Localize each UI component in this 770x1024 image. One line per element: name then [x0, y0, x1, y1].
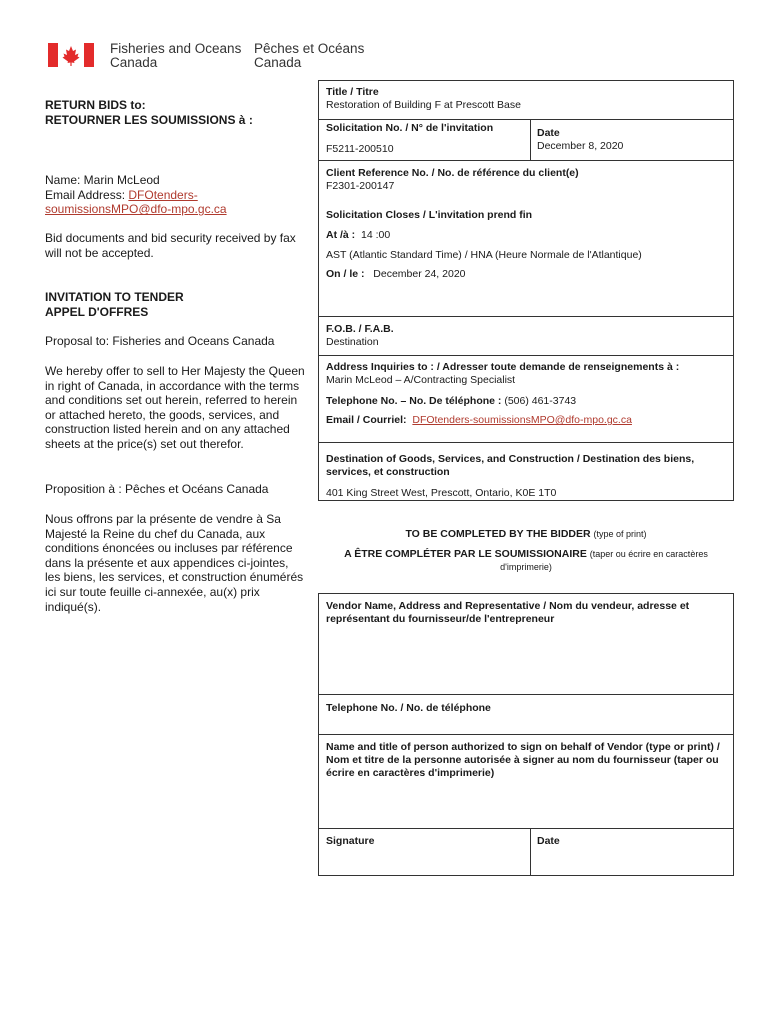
vendor-name-field[interactable]: Vendor Name, Address and Representative / Nom du vendeur, adresse et représentant du fournisseur/de l'entrepreneur: [326, 600, 690, 625]
closing-timezone: AST (Atlantic Standard Time) / HNA (Heure Normale de l'Atlantique): [326, 249, 642, 261]
email-link-continued[interactable]: soumissionsMPO@dfo-mpo.gc.ca: [45, 202, 227, 217]
destination-address: 401 King Street West, Prescott, Ontario, K0E 1T0: [326, 487, 557, 499]
contact-block: [45, 173, 307, 217]
inquiries-email-link[interactable]: DFOtenders-soumissionsMPO@dfo-mpo.gc.ca: [412, 414, 632, 426]
solicitation-label: Solicitation No. / N° de l'invitation: [326, 122, 494, 134]
signature-field[interactable]: Signature: [326, 835, 375, 847]
client-reference-field: Client Reference No. / No. de référence du client(e) F2301-200147: [326, 167, 579, 192]
department-name-en: Fisheries and Oceans Canada: [110, 41, 242, 70]
bidder-instructions-en: TO BE COMPLETED BY THE BIDDER (type of print): [405, 528, 647, 540]
department-name-fr: Pêches et Océans Canada: [254, 41, 365, 70]
email-field: Email / Courriel: DFOtenders-soumissionsMPO@dfo-mpo.gc.ca: [326, 414, 632, 426]
destination-label: Destination of Goods, Services, and Construction / Destination des biens, services, et construction: [326, 453, 695, 478]
canada-flag-icon: [48, 43, 94, 67]
signature-date-field[interactable]: Date: [537, 835, 560, 847]
solicitation-closes-label: Solicitation Closes / L'invitation prend fin: [326, 209, 533, 221]
fob-field: F.O.B. / F.A.B. Destination: [326, 323, 394, 348]
authorized-person-field[interactable]: Name and title of person authorized to sign on behalf of Vendor (type or print) / Nom et titre de la personne autorisée à signer au nom du fournisseur (taper ou écrire en caractères d'imprimerie): [326, 741, 720, 779]
invitation-heading: INVITATION TO TENDER APPEL D'OFFRES: [45, 290, 184, 319]
offer-text-en: We hereby offer to sell to Her Majesty the Queen in right of Canada, in accordance with the terms and conditions set out herein, referred to herein or attached hereto, the goods, services, and construction listed herein and on any attached sheets at the price(s) set out therefor.: [45, 364, 305, 451]
contact-email: Email Address: DFOtenders-: [45, 187, 198, 202]
fax-notice: Bid documents and bid security received by fax will not be accepted.: [45, 231, 296, 260]
return-bids-heading: RETURN BIDS to: RETOURNER LES SOUMISSIONS à :: [45, 98, 253, 127]
bidder-instructions-fr: A ÊTRE COMPLÉTER PAR LE SOUMISSIONAIRE (taper ou écrire en caractères d'imprimerie): [344, 548, 708, 572]
title-field: Title / Titre Restoration of Building F at Prescott Base: [326, 86, 521, 111]
vendor-telephone-field[interactable]: Telephone No. / No. de téléphone: [326, 702, 491, 714]
proposal-fr: Proposition à : Pêches et Océans Canada: [45, 482, 269, 496]
solicitation-number: F5211-200510: [326, 143, 394, 155]
closing-time: At /à : 14 :00: [326, 229, 391, 241]
telephone-field: Telephone No. – No. De téléphone : (506) 461-3743: [326, 395, 577, 407]
date-field: Date December 8, 2020: [537, 127, 624, 152]
closing-date: On / le : December 24, 2020: [326, 268, 466, 280]
inquiries-field: Address Inquiries to : / Adresser toute demande de renseignements à : Marin McLeod – A/Contracting Specialist: [326, 361, 680, 386]
proposal-en: Proposal to: Fisheries and Oceans Canada: [45, 334, 275, 348]
email-link[interactable]: DFOtenders-: [128, 187, 198, 202]
offer-text-fr: Nous offrons par la présente de vendre à Sa Majesté la Reine du chef du Canada, aux conditions énoncées ou incluses par référence dans la présente et aux appendices ci-jointes, les biens, les services, et construction énumérés ici sur toute feuille ci-annexée, au(x) prix indiqué(s).: [45, 512, 304, 614]
contact-name: Name: Marin McLeod: [45, 173, 160, 187]
